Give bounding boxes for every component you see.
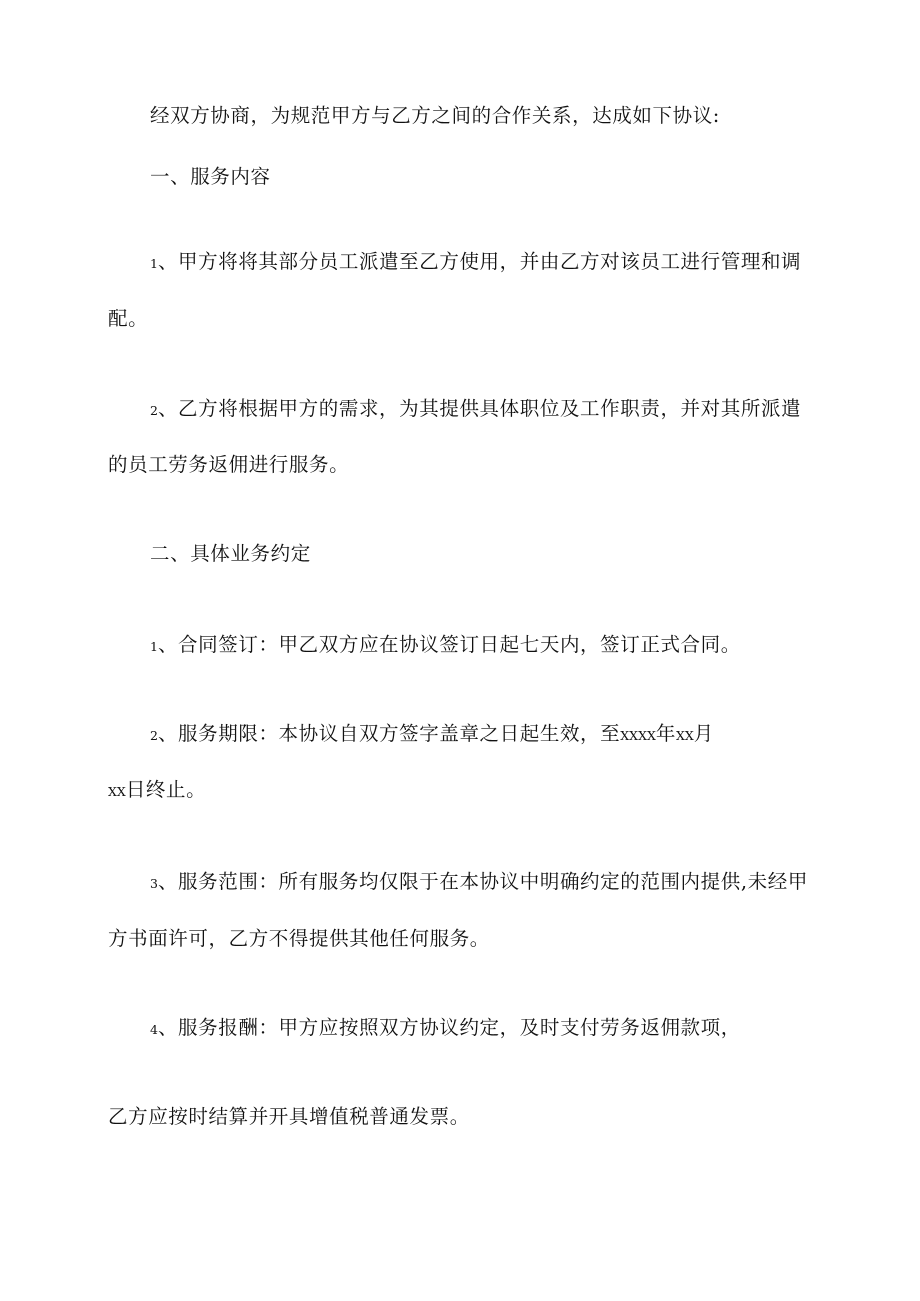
section2-item4-line2 [108,1105,470,1129]
section1-heading [150,165,271,189]
section2-item2-year: XXXX [620,728,656,743]
section2-item3-line1 [150,870,808,896]
section1-item2-text: 、乙方将根据甲方的需求，为其提供具体职位及工作职责，并对其所派遣 [157,397,802,420]
section2-item1-text: 、合同签订：甲乙双方应在协议签订日起七天内，签订正式合同。 [157,633,741,656]
intro-text: 经双方协商，为规范甲方与乙方之间的合作关系，达成如下协议: [150,104,720,127]
intro-paragraph [150,104,720,128]
section1-item2-number: 2 [150,403,158,418]
section2-item2-line1 [150,722,714,748]
section2-item2-text-c: 月 [693,722,714,745]
section1-heading-text: 一、服务内容 [150,165,271,188]
section1-item1-line1 [150,250,801,276]
section2-item3-line2 [108,927,490,951]
section1-item1-continuation: 配。 [108,307,149,330]
section2-item3-text: 、服务范围：所有服务均仅限于在本协议中明确约定的范围内提供,未经甲 [157,870,808,893]
section1-item1-text: 、甲方将将其部分员工派遣至乙方使用，并由乙方对该员工进行管理和调 [157,250,802,273]
section1-item2-line1 [150,397,801,423]
section2-item4-number: 4 [150,1022,158,1037]
section2-item1-number: 1 [150,639,158,654]
section1-item2-line2 [108,453,349,477]
section2-item2-number: 2 [150,728,158,743]
section2-heading [150,542,311,566]
section2-item4-continuation: 乙方应按时结算并开具增值税普通发票。 [108,1105,470,1128]
section2-item4-text: 、服务报酬：甲方应按照双方协议约定，及时支付劳务返佣款项， [157,1016,741,1039]
section2-item3-continuation: 方书面许可，乙方不得提供其他任何服务。 [108,927,490,950]
section2-item2-text-b: 年 [655,722,676,745]
section2-item2-continuation: 日终止。 [125,778,207,801]
section2-item2-line2 [108,778,206,804]
section1-item1-line2 [108,307,148,331]
section2-item2-text-a: 、服务期限：本协议自双方签字盖章之日起生效，至 [157,722,621,745]
section2-item2-day: XX [108,784,126,799]
section2-item4-line1 [150,1016,741,1042]
section2-heading-text: 二、具体业务约定 [150,542,311,565]
section2-item3-number: 3 [150,876,158,891]
section2-item2-month: XX [675,728,694,743]
section2-item1-line1 [150,633,741,659]
section1-item1-number: 1 [150,256,158,271]
section1-item2-continuation: 的员工劳务返佣进行服务。 [108,453,350,476]
